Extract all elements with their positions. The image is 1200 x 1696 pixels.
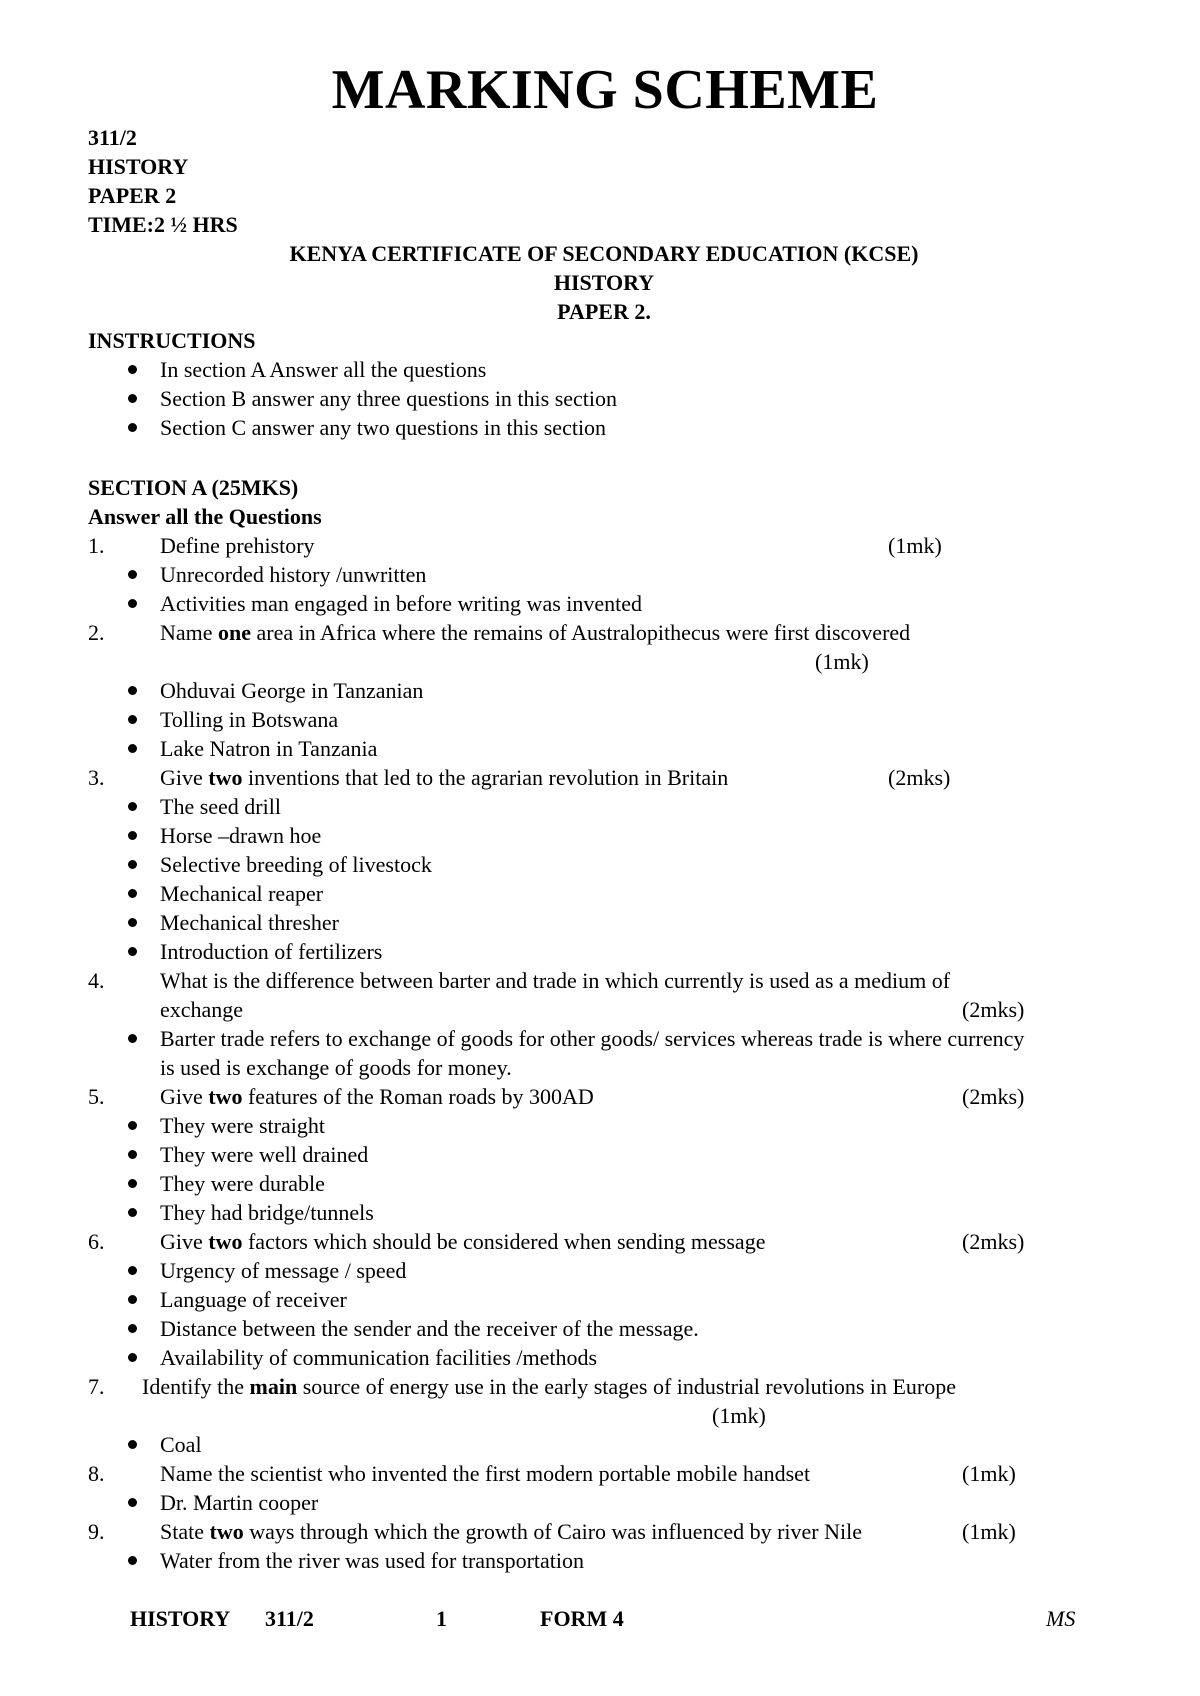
exam-name: KENYA CERTIFICATE OF SECONDARY EDUCATION (KCSE) (289, 241, 919, 266)
answer-item: Unrecorded history /unwritten (160, 560, 426, 589)
answer-item: Selective breeding of livestock (160, 850, 432, 879)
instructions-heading: INSTRUCTIONS (88, 328, 256, 353)
bullet-icon (128, 918, 137, 927)
bullet-icon (128, 715, 137, 724)
question-marks: (1mk) (962, 1461, 1016, 1486)
answer-item: The seed drill (160, 792, 281, 821)
question-marks: (1mk) (712, 1403, 766, 1428)
section-a-heading: SECTION A (25MKS) (88, 475, 299, 500)
bullet-icon (128, 947, 137, 956)
bullet-icon (128, 1179, 137, 1188)
answer-item: Dr. Martin cooper (160, 1488, 318, 1517)
footer-page-number: 1 (436, 1606, 447, 1631)
question-marks: (2mks) (962, 1229, 1025, 1254)
footer-ms: MS (1046, 1606, 1076, 1631)
bullet-icon (128, 1498, 137, 1507)
bullet-icon (128, 1034, 137, 1043)
question-text: What is the difference between barter and trade in which currently is used as a medium of (160, 968, 951, 993)
paper-label: PAPER 2 (88, 183, 177, 208)
question-number: 1. (88, 533, 105, 558)
answer-item: Tolling in Botswana (160, 705, 338, 734)
question-marks: (1mk) (962, 1519, 1016, 1544)
question-text: Give two factors which should be considered when sending message (160, 1229, 766, 1254)
instruction-item: Section C answer any two questions in this section (160, 413, 606, 442)
bullet-icon (128, 365, 137, 374)
bullet-icon (128, 860, 137, 869)
subject-label: HISTORY (88, 154, 189, 179)
bullet-icon (128, 570, 137, 579)
bullet-icon (128, 1324, 137, 1333)
answer-item-continued: is used is exchange of goods for money. (160, 1055, 512, 1080)
bullet-icon (128, 831, 137, 840)
answer-item: Mechanical reaper (160, 879, 323, 908)
question-marks: (1mk) (815, 649, 869, 674)
question-number: 7. (88, 1374, 105, 1399)
answer-item: Horse –drawn hoe (160, 821, 321, 850)
bullet-icon (128, 1150, 137, 1159)
bullet-icon (128, 802, 137, 811)
answer-item: They were durable (160, 1169, 325, 1198)
bullet-icon (128, 1353, 137, 1362)
question-number: 9. (88, 1519, 105, 1544)
section-a-subheading: Answer all the Questions (88, 504, 322, 529)
answer-item: Ohduvai George in Tanzanian (160, 676, 423, 705)
question-text: Give two features of the Roman roads by 300AD (160, 1084, 594, 1109)
answer-item: Lake Natron in Tanzania (160, 734, 377, 763)
bullet-icon (128, 394, 137, 403)
answer-item: Mechanical thresher (160, 908, 339, 937)
bullet-icon (128, 1556, 137, 1565)
answer-item: Introduction of fertilizers (160, 937, 382, 966)
page-title: MARKING SCHEME (331, 59, 879, 121)
footer-subject: HISTORY (130, 1606, 231, 1631)
answer-item: Barter trade refers to exchange of goods for other goods/ services whereas trade is where currency (160, 1024, 1024, 1053)
bullet-icon (128, 1208, 137, 1217)
bullet-icon (128, 686, 137, 695)
exam-paper: PAPER 2. (557, 299, 651, 324)
bullet-icon (128, 423, 137, 432)
answer-item: They were well drained (160, 1140, 368, 1169)
question-text: Name the scientist who invented the first modern portable mobile handset (160, 1461, 811, 1486)
question-marks: (2mks) (962, 1084, 1025, 1109)
bullet-icon (128, 599, 137, 608)
answer-item: Activities man engaged in before writing was invented (160, 589, 642, 618)
question-marks: (2mks) (962, 997, 1025, 1022)
bullet-icon (128, 744, 137, 753)
question-text: Name one area in Africa where the remains of Australopithecus were first discovered (160, 620, 911, 645)
answer-item: Availability of communication facilities /methods (160, 1343, 597, 1372)
answer-item: Urgency of message / speed (160, 1256, 406, 1285)
time-label: TIME:2 ½ HRS (88, 212, 238, 237)
question-number: 2. (88, 620, 105, 645)
instruction-item: In section A Answer all the questions (160, 355, 486, 384)
answer-item: Language of receiver (160, 1285, 347, 1314)
question-number: 5. (88, 1084, 105, 1109)
question-text: Identify the main source of energy use in the early stages of industrial revolutions in Europe (142, 1374, 957, 1399)
exam-subject: HISTORY (553, 270, 655, 295)
question-marks: (2mks) (888, 765, 951, 790)
answer-item: Water from the river was used for transportation (160, 1546, 584, 1575)
answer-item: Distance between the sender and the receiver of the message. (160, 1314, 699, 1343)
footer-form: FORM 4 (540, 1606, 624, 1631)
bullet-icon (128, 1295, 137, 1304)
footer-code: 311/2 (265, 1606, 314, 1631)
instruction-item: Section B answer any three questions in this section (160, 384, 617, 413)
bullet-icon (128, 1266, 137, 1275)
question-number: 4. (88, 968, 105, 993)
question-text: Define prehistory (160, 533, 315, 558)
paper-code: 311/2 (88, 125, 137, 150)
bullet-icon (128, 1440, 137, 1449)
bullet-icon (128, 1121, 137, 1130)
question-marks: (1mk) (888, 533, 942, 558)
answer-item: They were straight (160, 1111, 325, 1140)
question-text: Give two inventions that led to the agrarian revolution in Britain (160, 765, 729, 790)
answer-item: Coal (160, 1430, 202, 1459)
question-text: State two ways through which the growth of Cairo was influenced by river Nile (160, 1519, 863, 1544)
question-number: 8. (88, 1461, 105, 1486)
answer-item: They had bridge/tunnels (160, 1198, 374, 1227)
question-text-continued: exchange (160, 997, 244, 1022)
bullet-icon (128, 889, 137, 898)
question-number: 3. (88, 765, 105, 790)
question-number: 6. (88, 1229, 105, 1254)
